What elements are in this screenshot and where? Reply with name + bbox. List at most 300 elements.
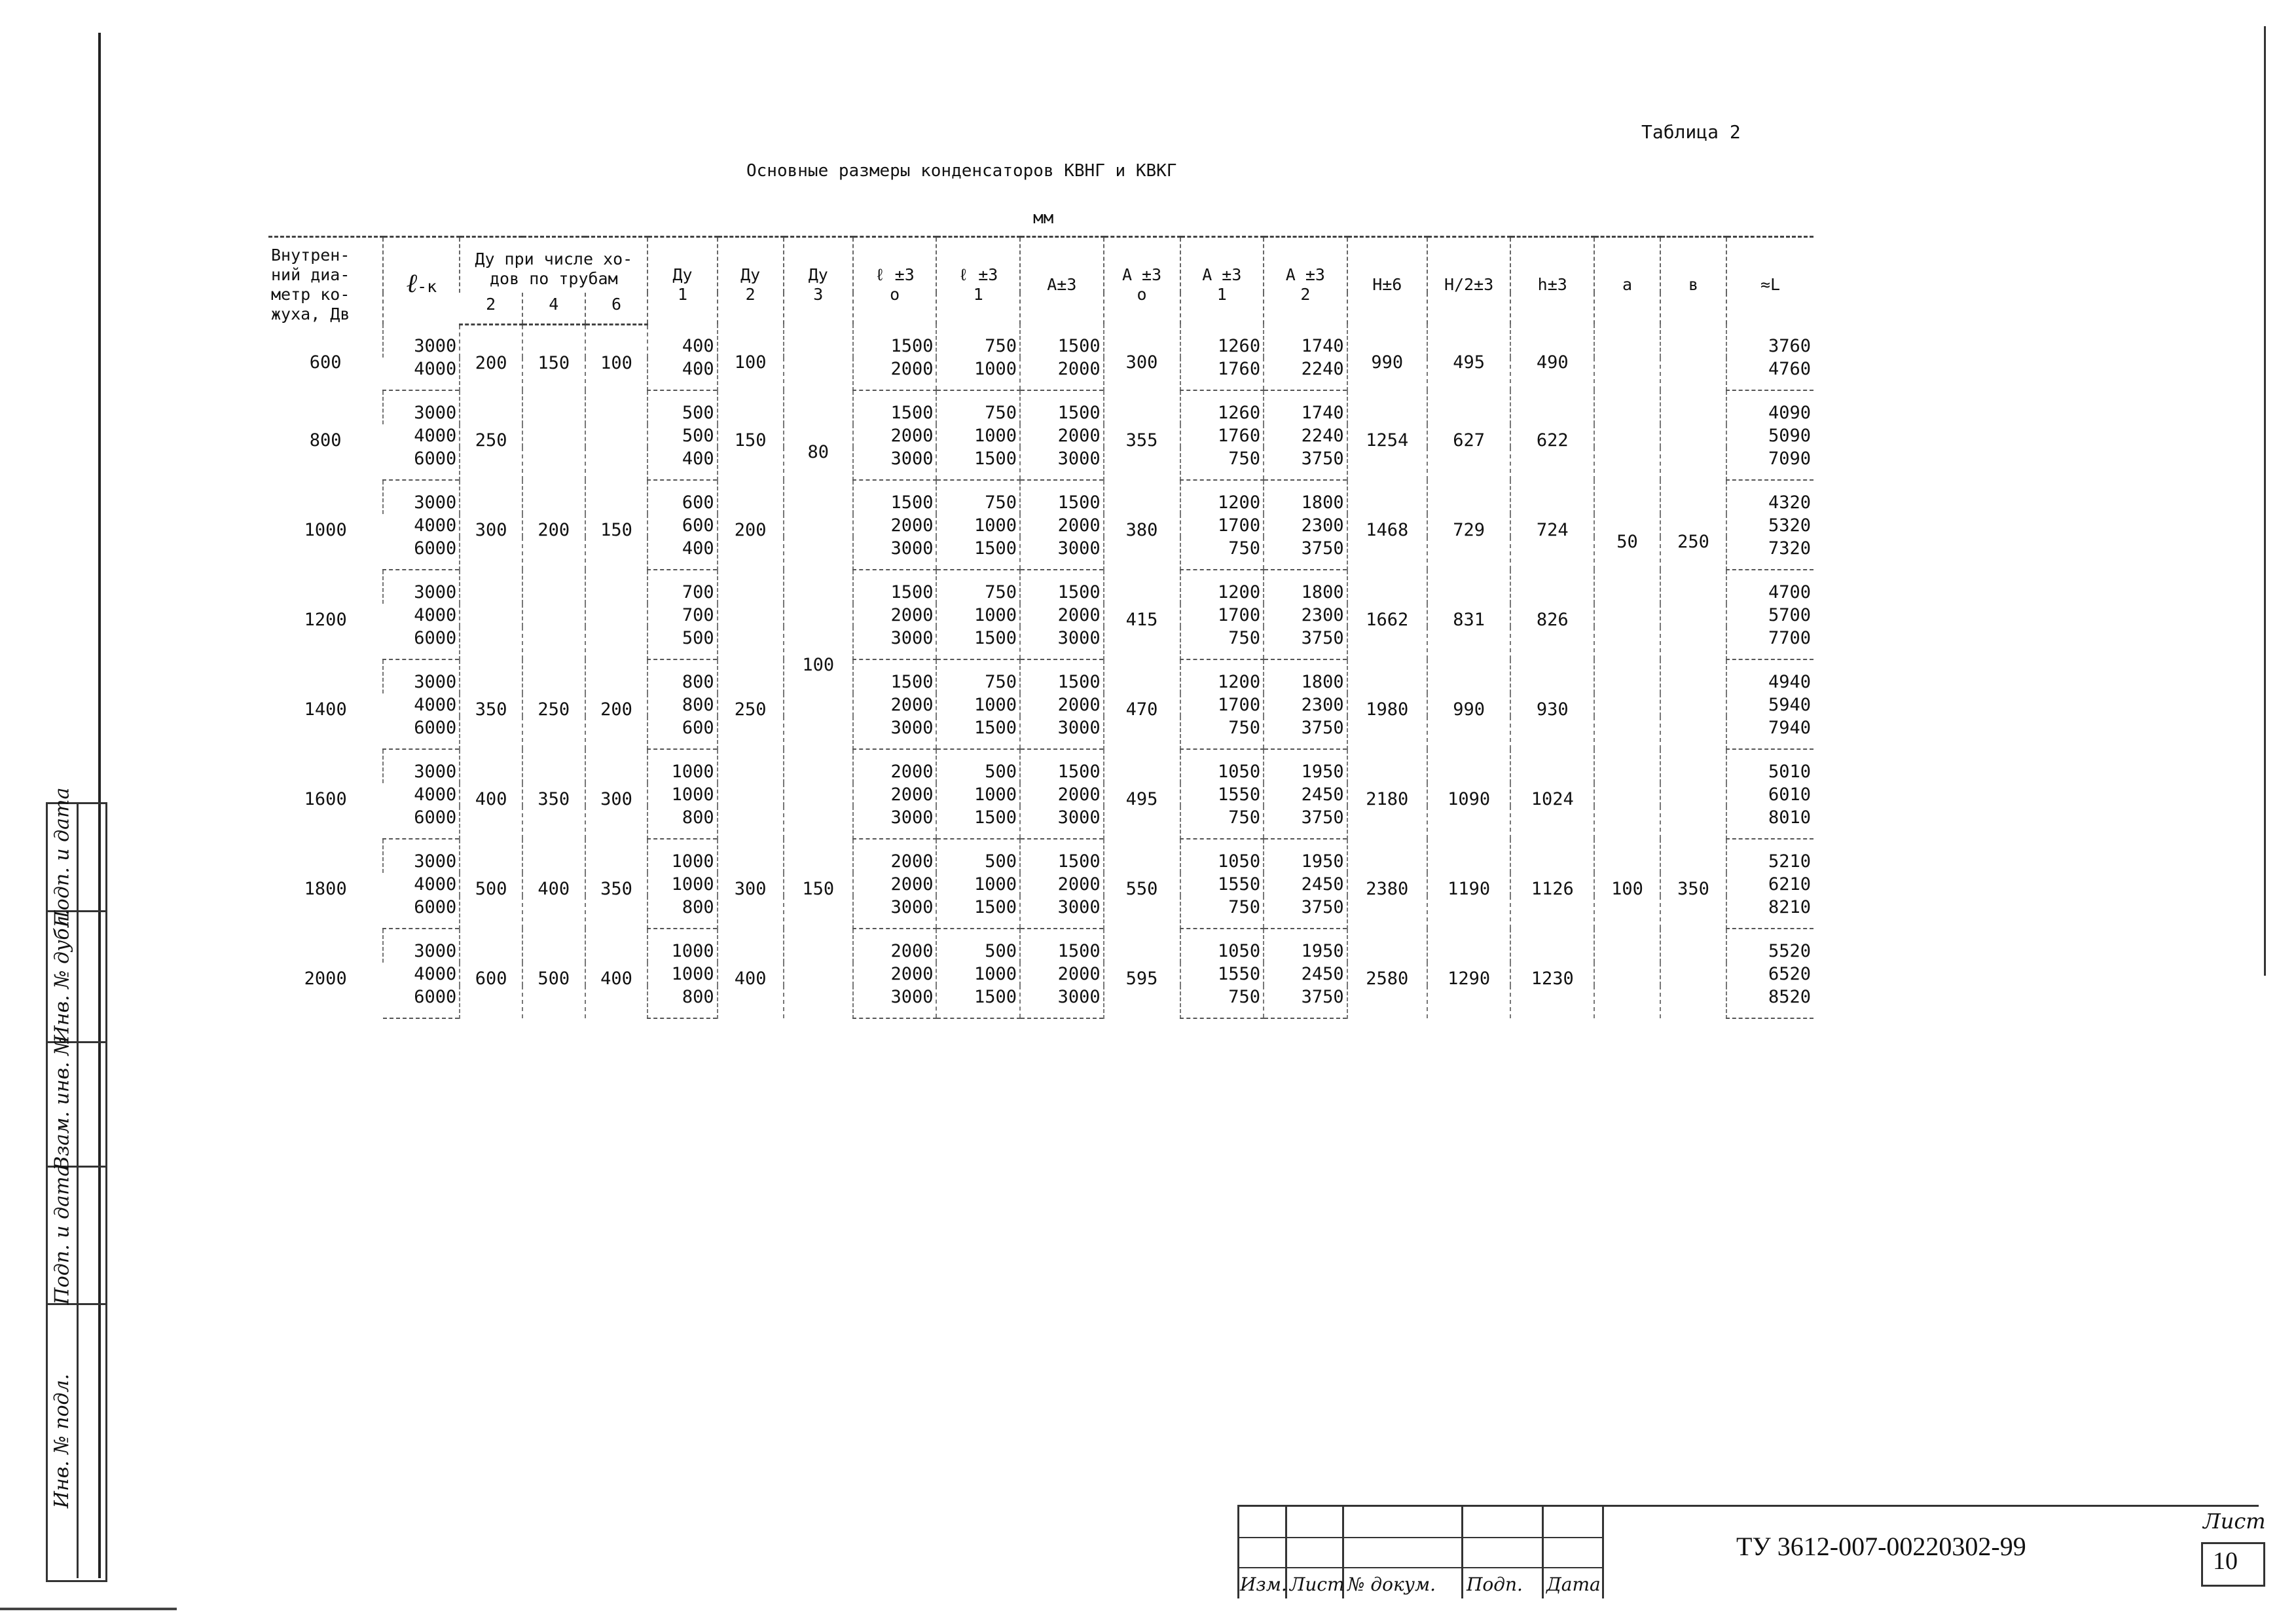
cell-l1: 1000 — [936, 604, 1020, 627]
side-stamp-label: Подп. и дата — [50, 787, 74, 927]
cell-a2: 3750 — [1264, 716, 1347, 749]
cell-a: 3000 — [1020, 447, 1104, 480]
cell-a1: 750 — [1180, 627, 1264, 659]
cell-l-total: 4760 — [1726, 358, 1813, 390]
cell-l1: 1500 — [936, 716, 1020, 749]
cell-a2: 2300 — [1264, 604, 1347, 627]
cell-du-2-passes: 500 — [460, 839, 522, 929]
cell-h: 1980 — [1347, 659, 1427, 749]
cell-h: 2380 — [1347, 839, 1427, 929]
cell-du-6-passes: 100 — [585, 324, 648, 390]
col-h-header: Н±6 — [1347, 237, 1427, 325]
cell-l0: 2000 — [853, 358, 937, 390]
cell-a0: 355 — [1104, 390, 1180, 480]
cell-a2: 1800 — [1264, 659, 1347, 693]
cell-lk: 6000 — [383, 537, 460, 570]
cell-lk: 6000 — [383, 716, 460, 749]
cell-h-half: 729 — [1427, 480, 1511, 570]
cell-lk: 3000 — [383, 929, 460, 963]
cell-lk: 6000 — [383, 986, 460, 1018]
cell-du1: 800 — [647, 659, 717, 693]
cell-l1: 750 — [936, 480, 1020, 514]
cell-lk: 6000 — [383, 627, 460, 659]
title-block-col-date: Дата — [1546, 1574, 1601, 1595]
cell-l0: 2000 — [853, 749, 937, 783]
cell-lk: 3000 — [383, 390, 460, 424]
cell-a: 1500 — [1020, 839, 1104, 873]
cell-h: 1468 — [1347, 480, 1427, 570]
cell-h: 990 — [1347, 324, 1427, 390]
cell-du1: 800 — [647, 896, 717, 929]
cell-l-total: 8210 — [1726, 896, 1813, 929]
cell-du-6-passes — [585, 390, 648, 480]
cell-h: 1662 — [1347, 570, 1427, 659]
cell-l1: 1500 — [936, 447, 1020, 480]
col-a2-header: А ±3 2 — [1264, 237, 1347, 325]
cell-lk: 3000 — [383, 480, 460, 514]
cell-du-6-passes: 200 — [585, 659, 648, 749]
cell-du1: 1000 — [647, 839, 717, 873]
cell-a0: 380 — [1104, 480, 1180, 570]
cell-l1: 1000 — [936, 514, 1020, 537]
cell-inner-diameter: 1600 — [304, 789, 347, 809]
cell-l1: 1500 — [936, 896, 1020, 929]
table-row — [268, 749, 1813, 783]
cell-lk: 3000 — [383, 659, 460, 693]
cell-l0: 2000 — [853, 424, 937, 447]
cell-a2: 2300 — [1264, 514, 1347, 537]
title-block-col-line — [1461, 1507, 1463, 1598]
cell-l-total: 6520 — [1726, 963, 1813, 986]
cell-a1: 1200 — [1180, 480, 1264, 514]
cell-a1: 1050 — [1180, 839, 1264, 873]
col-a-small-header: а — [1594, 237, 1660, 325]
cell-l1: 1000 — [936, 873, 1020, 896]
right-frame-line — [2264, 26, 2266, 976]
cell-l1: 750 — [936, 659, 1020, 693]
cell-a2: 1740 — [1264, 390, 1347, 424]
col-du-4-passes: 4 — [522, 293, 585, 324]
cell-a: 1500 — [1020, 390, 1104, 424]
bottom-rule — [0, 1608, 177, 1610]
cell-l0: 3000 — [853, 896, 937, 929]
cell-du-2-passes — [460, 570, 522, 659]
cell-du-4-passes: 200 — [522, 480, 585, 570]
cell-du-2-passes: 350 — [460, 659, 522, 749]
cell-du-6-passes: 150 — [585, 480, 648, 570]
cell-du2 — [718, 749, 784, 839]
cell-du1: 500 — [647, 390, 717, 424]
side-stamp-cell — [77, 804, 107, 912]
cell-du1: 700 — [647, 604, 717, 627]
title-block-col-line — [1237, 1507, 1239, 1598]
table-row — [268, 570, 1813, 604]
cell-a1: 1260 — [1180, 390, 1264, 424]
cell-l1: 750 — [936, 570, 1020, 604]
cell-l0: 1500 — [853, 480, 937, 514]
cell-inner-diameter: 600 — [309, 352, 342, 373]
cell-l-total: 5010 — [1726, 749, 1813, 783]
table-row — [268, 929, 1813, 963]
col-du1-header: Ду 1 — [647, 237, 717, 325]
sheet-label: Лист — [2203, 1509, 2266, 1534]
cell-a2: 3750 — [1264, 537, 1347, 570]
cell-l1: 1500 — [936, 537, 1020, 570]
title-block-row-line — [1237, 1567, 1602, 1568]
cell-du2: 300 — [718, 839, 784, 929]
cell-a2: 2240 — [1264, 358, 1347, 390]
side-stamp-label: Инв. № подл. — [50, 1373, 74, 1508]
cell-l1: 500 — [936, 839, 1020, 873]
cell-a1: 750 — [1180, 896, 1264, 929]
cell-lk: 4000 — [414, 515, 457, 536]
col-du-passes-header: Ду при числе хо- дов по трубам — [460, 237, 647, 293]
cell-h-small: 1230 — [1510, 929, 1594, 1018]
cell-l-total: 7940 — [1726, 716, 1813, 749]
cell-du-2-passes: 400 — [460, 749, 522, 839]
cell-a2: 2450 — [1264, 783, 1347, 806]
cell-a1: 1550 — [1180, 963, 1264, 986]
cell-l-total: 6210 — [1726, 873, 1813, 896]
title-block-col-izm: Изм. — [1240, 1574, 1287, 1595]
cell-a1: 1050 — [1180, 929, 1264, 963]
cell-du2: 150 — [718, 390, 784, 480]
cell-l1: 750 — [936, 324, 1020, 358]
cell-lk: 4000 — [383, 358, 460, 390]
cell-a2: 1800 — [1264, 570, 1347, 604]
cell-a1: 1200 — [1180, 570, 1264, 604]
cell-lk: 6000 — [383, 896, 460, 929]
cell-du-4-passes: 150 — [522, 324, 585, 390]
cell-a2: 2450 — [1264, 873, 1347, 896]
title-block-col-doc: № докум. — [1347, 1574, 1436, 1595]
document-code: ТУ 3612-007-00220302-99 — [1736, 1532, 2026, 1561]
cell-l1: 500 — [936, 929, 1020, 963]
cell-inner-diameter: 1200 — [304, 610, 347, 630]
cell-l1: 1500 — [936, 806, 1020, 839]
cell-inner-diameter: 1000 — [304, 520, 347, 540]
title-block-col-line — [1602, 1507, 1604, 1598]
cell-a1: 750 — [1180, 986, 1264, 1018]
cell-a2: 2240 — [1264, 424, 1347, 447]
cell-h: 2580 — [1347, 929, 1427, 1018]
cell-du1: 600 — [647, 480, 717, 514]
table-label: Таблица 2 — [1641, 121, 1741, 143]
cell-h-small: 724 — [1510, 480, 1594, 570]
cell-l-total: 5320 — [1726, 514, 1813, 537]
col-lk-header: ℓ-к — [383, 237, 460, 325]
cell-l0: 2000 — [853, 693, 937, 716]
cell-a0: 550 — [1104, 839, 1180, 929]
cell-a2: 1950 — [1264, 929, 1347, 963]
cell-h-half: 1190 — [1427, 839, 1511, 929]
cell-a1: 1200 — [1180, 659, 1264, 693]
col-du-2-passes: 2 — [460, 293, 522, 324]
dimensions-table — [268, 236, 1813, 1019]
cell-a1: 1700 — [1180, 693, 1264, 716]
side-stamp-label: Взам. инв. № — [50, 1036, 74, 1171]
cell-inner-diameter: 2000 — [304, 969, 347, 989]
cell-a: 1500 — [1020, 570, 1104, 604]
table-caption: Основные размеры конденсаторов КВНГ и КВКГ — [746, 161, 1177, 181]
cell-l0: 1500 — [853, 390, 937, 424]
cell-a2: 3750 — [1264, 896, 1347, 929]
title-block-col-podp: Подп. — [1467, 1574, 1523, 1595]
cell-a0: 300 — [1104, 324, 1180, 390]
col-du-6-passes: 6 — [585, 293, 648, 324]
cell-a: 2000 — [1020, 873, 1104, 896]
cell-h-small: 930 — [1510, 659, 1594, 749]
cell-du1: 1000 — [647, 929, 717, 963]
cell-l-total: 5940 — [1726, 693, 1813, 716]
units-label: мм — [1033, 208, 1054, 228]
cell-du3: 100 — [784, 570, 853, 749]
cell-inner-diameter: 1400 — [304, 699, 347, 720]
cell-a1: 750 — [1180, 716, 1264, 749]
cell-a: 2000 — [1020, 963, 1104, 986]
cell-a-small: 100 — [1594, 749, 1660, 1018]
cell-a0: 495 — [1104, 749, 1180, 839]
cell-du1: 800 — [647, 806, 717, 839]
cell-l-total: 4700 — [1726, 570, 1813, 604]
cell-du-2-passes: 250 — [460, 390, 522, 480]
cell-du2: 400 — [718, 929, 784, 1018]
cell-l1: 1500 — [936, 627, 1020, 659]
cell-du1: 400 — [647, 447, 717, 480]
col-inner-diameter-header: Внутрен- ний диа- метр ко- жуха, Дв — [268, 237, 383, 325]
cell-a: 3000 — [1020, 896, 1104, 929]
title-block-row-line — [1237, 1537, 1602, 1538]
title-block-col-list: Лист — [1290, 1574, 1345, 1595]
cell-a2: 3750 — [1264, 806, 1347, 839]
cell-l1: 500 — [936, 749, 1020, 783]
cell-a2: 1950 — [1264, 839, 1347, 873]
cell-a: 1500 — [1020, 659, 1104, 693]
cell-l-total: 8520 — [1726, 986, 1813, 1018]
side-stamp-cell — [77, 1303, 107, 1578]
cell-l-total: 7320 — [1726, 537, 1813, 570]
cell-a1: 1760 — [1180, 358, 1264, 390]
cell-l-total: 4320 — [1726, 480, 1813, 514]
cell-a1: 750 — [1180, 537, 1264, 570]
cell-du1: 800 — [647, 693, 717, 716]
cell-a: 3000 — [1020, 627, 1104, 659]
cell-a2: 1740 — [1264, 324, 1347, 358]
cell-l1: 1000 — [936, 783, 1020, 806]
cell-a-small: 50 — [1594, 324, 1660, 749]
cell-h-small: 1024 — [1510, 749, 1594, 839]
cell-du1: 700 — [647, 570, 717, 604]
cell-h: 2180 — [1347, 749, 1427, 839]
cell-l0: 2000 — [853, 873, 937, 896]
title-block-col-line — [1542, 1507, 1544, 1598]
cell-lk: 3000 — [383, 324, 460, 358]
cell-l0: 1500 — [853, 659, 937, 693]
cell-l0: 2000 — [853, 929, 937, 963]
cell-du2: 200 — [718, 480, 784, 570]
table-row — [268, 839, 1813, 873]
cell-a0: 415 — [1104, 570, 1180, 659]
cell-du1: 500 — [647, 424, 717, 447]
cell-l-total: 5090 — [1726, 424, 1813, 447]
cell-lk: 3000 — [383, 570, 460, 604]
cell-du-2-passes: 300 — [460, 480, 522, 570]
cell-l-total: 5520 — [1726, 929, 1813, 963]
col-a0-header: А ±3 о — [1104, 237, 1180, 325]
cell-l-total: 8010 — [1726, 806, 1813, 839]
cell-du1: 1000 — [647, 873, 717, 896]
cell-b: 350 — [1660, 749, 1726, 1018]
cell-du1: 400 — [647, 358, 717, 390]
cell-l-total: 5210 — [1726, 839, 1813, 873]
cell-a: 1500 — [1020, 324, 1104, 358]
side-stamp-cell — [77, 1041, 107, 1168]
table-row — [268, 480, 1813, 514]
cell-a: 3000 — [1020, 986, 1104, 1018]
cell-a2: 3750 — [1264, 986, 1347, 1018]
cell-du2: 100 — [718, 324, 784, 390]
cell-du-6-passes — [585, 570, 648, 659]
col-du2-header: Ду 2 — [718, 237, 784, 325]
cell-l0: 2000 — [853, 783, 937, 806]
cell-a: 2000 — [1020, 783, 1104, 806]
cell-a: 1500 — [1020, 480, 1104, 514]
cell-a2: 2300 — [1264, 693, 1347, 716]
cell-a2: 2450 — [1264, 963, 1347, 986]
col-h-small-header: h±3 — [1510, 237, 1594, 325]
cell-du-6-passes: 350 — [585, 839, 648, 929]
col-a-header: А±3 — [1020, 237, 1104, 325]
cell-h-small: 622 — [1510, 390, 1594, 480]
col-l0-header: ℓ ±3 о — [853, 237, 937, 325]
side-stamp — [46, 787, 107, 1582]
cell-l0: 3000 — [853, 537, 937, 570]
cell-l-total: 3760 — [1726, 324, 1813, 358]
cell-h: 1254 — [1347, 390, 1427, 480]
cell-a: 1500 — [1020, 749, 1104, 783]
cell-du-2-passes: 600 — [460, 929, 522, 1018]
cell-b: 250 — [1660, 324, 1726, 749]
cell-h-half: 1090 — [1427, 749, 1511, 839]
cell-du1: 1000 — [647, 783, 717, 806]
cell-h-small: 490 — [1510, 324, 1594, 390]
cell-l0: 3000 — [853, 716, 937, 749]
side-stamp-label: Подп. и дата — [50, 1164, 74, 1304]
cell-du1: 600 — [647, 716, 717, 749]
sheet-number: 10 — [2213, 1547, 2238, 1575]
cell-l0: 3000 — [853, 986, 937, 1018]
cell-lk: 3000 — [383, 749, 460, 783]
cell-a0: 595 — [1104, 929, 1180, 1018]
col-l-total-header: ≈L — [1726, 237, 1813, 325]
cell-l0: 2000 — [853, 514, 937, 537]
cell-du-4-passes: 400 — [522, 839, 585, 929]
cell-l1: 1000 — [936, 693, 1020, 716]
cell-du-4-passes — [522, 390, 585, 480]
cell-a1: 1550 — [1180, 783, 1264, 806]
table-row — [268, 390, 1813, 424]
cell-l1: 1500 — [936, 986, 1020, 1018]
cell-du-4-passes: 250 — [522, 659, 585, 749]
cell-inner-diameter: 1800 — [304, 879, 347, 899]
cell-l0: 2000 — [853, 839, 937, 873]
cell-a: 3000 — [1020, 537, 1104, 570]
cell-a: 1500 — [1020, 929, 1104, 963]
cell-a1: 750 — [1180, 447, 1264, 480]
cell-a1: 1550 — [1180, 873, 1264, 896]
cell-a2: 3750 — [1264, 627, 1347, 659]
cell-a: 3000 — [1020, 806, 1104, 839]
cell-a: 2000 — [1020, 358, 1104, 390]
cell-l0: 1500 — [853, 570, 937, 604]
cell-a1: 1760 — [1180, 424, 1264, 447]
cell-l0: 3000 — [853, 627, 937, 659]
cell-du2: 250 — [718, 659, 784, 749]
cell-a2: 3750 — [1264, 447, 1347, 480]
table-row — [268, 659, 1813, 693]
side-stamp-cell — [77, 910, 107, 1043]
cell-lk: 6000 — [383, 447, 460, 480]
cell-l0: 3000 — [853, 806, 937, 839]
cell-a0: 470 — [1104, 659, 1180, 749]
cell-l1: 1000 — [936, 358, 1020, 390]
cell-h-half: 831 — [1427, 570, 1511, 659]
cell-du1: 400 — [647, 324, 717, 358]
side-stamp-cell — [77, 1166, 107, 1305]
cell-lk: 3000 — [383, 839, 460, 873]
cell-lk: 4000 — [414, 874, 457, 895]
side-stamp-label: Инв. № дубл. — [50, 909, 74, 1043]
cell-lk: 4000 — [414, 426, 457, 446]
cell-l0: 3000 — [853, 447, 937, 480]
col-a1-header: А ±3 1 — [1180, 237, 1264, 325]
cell-h-half: 1290 — [1427, 929, 1511, 1018]
cell-l0: 1500 — [853, 324, 937, 358]
col-l1-header: ℓ ±3 1 — [936, 237, 1020, 325]
cell-du3: 80 — [784, 324, 853, 570]
cell-l0: 2000 — [853, 604, 937, 627]
cell-lk: 4000 — [414, 964, 457, 984]
cell-du-2-passes: 200 — [460, 324, 522, 390]
cell-a1: 1050 — [1180, 749, 1264, 783]
cell-du-4-passes: 500 — [522, 929, 585, 1018]
cell-a1: 1700 — [1180, 604, 1264, 627]
cell-l-total: 7700 — [1726, 627, 1813, 659]
cell-du-6-passes: 400 — [585, 929, 648, 1018]
cell-a: 2000 — [1020, 424, 1104, 447]
cell-a1: 1260 — [1180, 324, 1264, 358]
cell-l0: 2000 — [853, 963, 937, 986]
cell-h-half: 627 — [1427, 390, 1511, 480]
cell-du1: 400 — [647, 537, 717, 570]
cell-lk: 6000 — [383, 806, 460, 839]
cell-h-small: 826 — [1510, 570, 1594, 659]
cell-a2: 1950 — [1264, 749, 1347, 783]
cell-du3: 150 — [784, 749, 853, 1018]
cell-l1: 1000 — [936, 424, 1020, 447]
cell-l-total: 4090 — [1726, 390, 1813, 424]
cell-h-small: 1126 — [1510, 839, 1594, 929]
cell-a: 2000 — [1020, 604, 1104, 627]
cell-l-total: 5700 — [1726, 604, 1813, 627]
cell-l-total: 6010 — [1726, 783, 1813, 806]
cell-lk: 4000 — [414, 605, 457, 625]
cell-du1: 600 — [647, 514, 717, 537]
cell-l1: 750 — [936, 390, 1020, 424]
cell-du1: 1000 — [647, 749, 717, 783]
cell-l1: 1000 — [936, 963, 1020, 986]
cell-inner-diameter: 800 — [309, 430, 342, 451]
